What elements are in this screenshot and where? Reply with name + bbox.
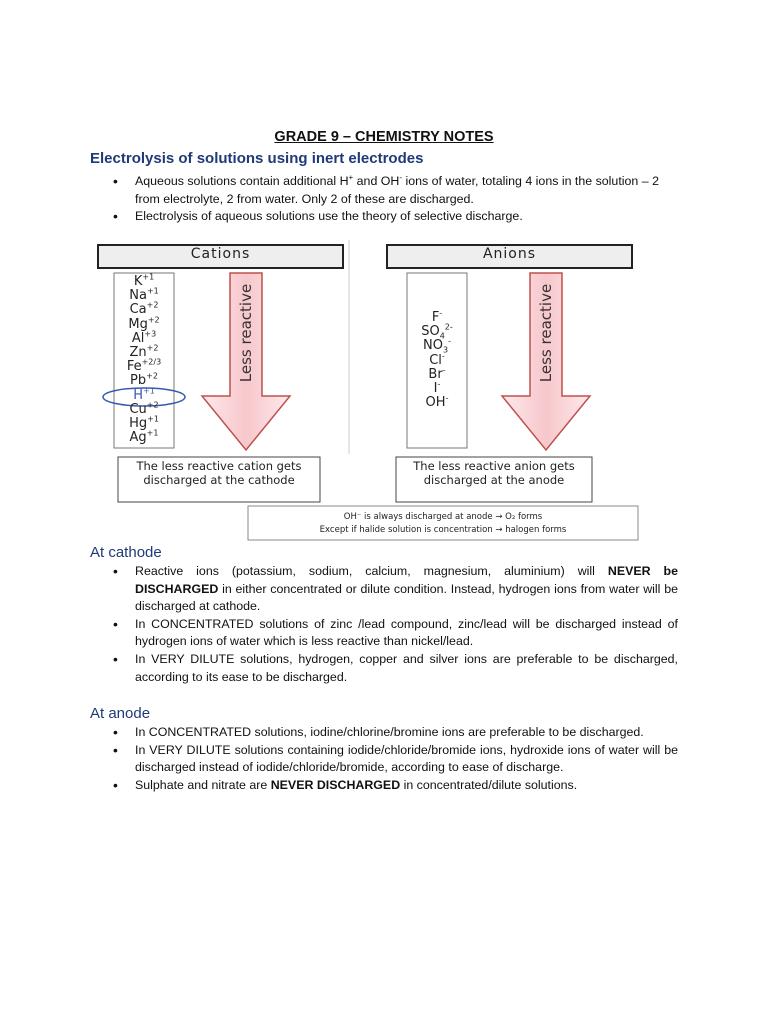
list-item: • Sulphate and nitrate are NEVER DISCHARGED in concentrated/dilute solutions. [110,777,678,795]
page-title: GRADE 9 – CHEMISTRY NOTES [274,129,494,145]
anion-item: OH- [425,393,449,411]
cation-item: $Pb^{+2}$ [130,371,158,389]
anode-heading: At anode [90,705,151,722]
anion-arrow-label: Less reactive [537,283,555,383]
anion-item: F- [431,308,443,325]
cation-item: $Al^{+3}$ [131,329,157,346]
anion-item: $SO_4^{2-}$ [421,322,453,341]
cation-list [114,272,174,446]
anion-item: $NO_3^-$ [423,337,451,355]
list-item: • Reactive ions (potassium, sodium, calcium, magnesium, aluminium) will NEVER be DISCHARGED in either concentrated or dilute condition. Instead, hydrogen ions from water will be discharged at cathode. [110,563,678,616]
cation-item: $Ca^{+2}$ [129,301,159,318]
diagram-graphics [90,236,650,542]
list-item: • In VERY DILUTE solutions containing iodide/chloride/bromide ions, hydroxide ions of water will be discharged instead of iodide/chloride/bromide, according to ease of discharge. [110,742,678,777]
cathode-bullet-list [110,563,678,686]
section-heading: Electrolysis of solutions using inert electrodes [90,150,424,167]
anions-header: Anions [482,246,537,262]
anion-item: I- [433,379,441,396]
cation-item: $Zn^{+2}$ [129,343,159,360]
cation-item: $Fe^{+2/3}$ [126,357,162,375]
cations-header: Cations [190,246,251,262]
anion-list [407,308,467,411]
anion-caption: The less reactive anion gets discharged at the anode [413,459,575,487]
list-item: • In VERY DILUTE solutions, hydrogen, copper and silver ions are preferable to be discharged, according to its ease to be discharged. [110,651,678,686]
list-item: • Electrolysis of aqueous solutions use the theory of selective discharge. [110,208,678,226]
list-item: • Aqueous solutions contain additional H+ and OH- ions of water, totaling 4 ions in the solution – 2 from electrolyte, 2 from water. Only 2 of these are discharged. [110,173,678,208]
cation-arrow-label: Less reactive [237,283,255,383]
anode-note: OH⁻ is always discharged at anode → O₂ forms Except if halide solution is concentration → halogen forms [319,512,567,535]
cation-item: $Na^{+1}$ [129,286,159,304]
intro-bullet-list [110,173,678,226]
anion-item: Cl- [429,351,445,368]
cation-item: $K^{+1}$ [133,272,155,289]
anode-bullet-list [110,724,678,794]
cation-item-hydrogen: $H^{+1}$ [133,386,155,403]
cation-item: $Cu^{+2}$ [129,400,159,417]
selective-discharge-diagram [90,236,650,542]
cation-item: $Mg^{+2}$ [128,315,160,332]
cathode-heading: At cathode [90,544,162,561]
cation-item: $Hg^{+1}$ [129,414,159,431]
anion-item: Br- [428,365,446,382]
cation-item: $Ag^{+1}$ [129,428,159,446]
list-item: • In CONCENTRATED solutions, iodine/chlorine/bromine ions are preferable to be discharged. [110,724,678,742]
cation-caption: The less reactive cation gets discharged at the cathode [136,459,302,487]
list-item: • In CONCENTRATED solutions of zinc /lead compound, zinc/lead will be discharged instead of hydrogen ions of water which is less reactive than nickel/lead. [110,616,678,651]
